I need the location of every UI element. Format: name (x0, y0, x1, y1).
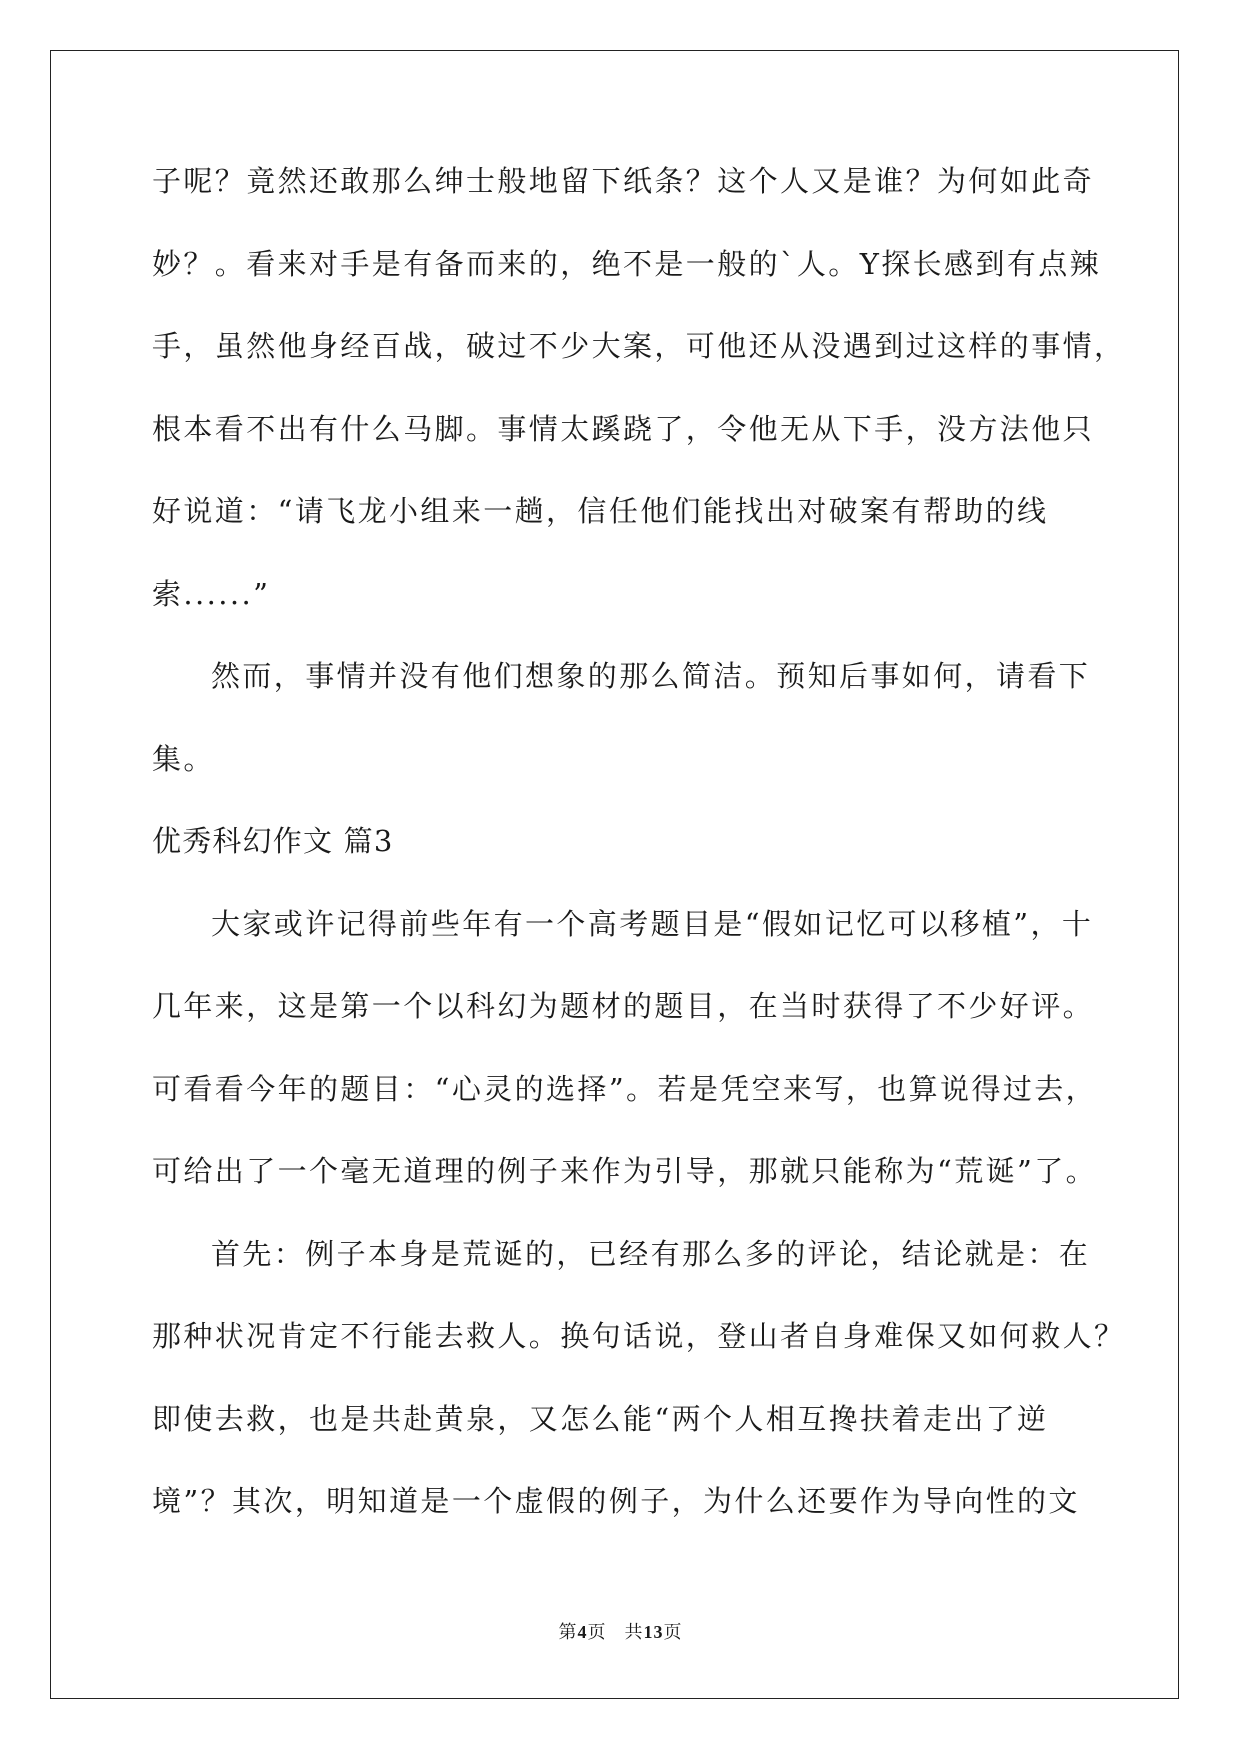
total-suffix: 页 (663, 1622, 683, 1643)
page-prefix: 第 (558, 1622, 578, 1643)
paragraph-line: 大家或许记得前些年有一个高考题目是“假如记忆可以移植”，十 (211, 906, 1094, 941)
page-number: 4 (577, 1622, 588, 1642)
total-prefix: 共 (624, 1622, 644, 1643)
page-suffix: 页 (587, 1622, 607, 1643)
paragraph-line: 子呢？竟然还敢那么绅士般地留下纸条？这个人又是谁？为何如此奇 (152, 164, 1095, 198)
paragraph-line: 即使去救，也是共赴黄泉，又怎么能“两个人相互搀扶着走出了逆 (152, 1401, 1049, 1436)
paragraph-line: 妙？。看来对手是有备而来的，绝不是一般的`人。Y探长感到有点辣 (152, 246, 1102, 281)
page-footer (0, 1618, 1241, 1644)
paragraph-line: 几年来，这是第一个以科幻为题材的题目，在当时获得了不少好评。 (152, 989, 1095, 1023)
paragraph-line: 手，虽然他身经百战，破过不少大案，可他还从没遇到过这样的事情， (152, 329, 1126, 363)
total-pages: 13 (643, 1622, 664, 1642)
paragraph-line: 那种状况肯定不行能去救人。换句话说，登山者自身难保又如何救人？ (152, 1319, 1126, 1353)
paragraph-line: 索......” (152, 576, 271, 611)
paragraph-line: 好说道：“请飞龙小组来一趟，信任他们能找出对破案有帮助的线 (152, 494, 1049, 528)
paragraph-line: 境”？其次，明知道是一个虚假的例子，为什么还要作为导向性的文 (152, 1484, 1080, 1518)
section-heading: 优秀科幻作文 篇3 (152, 824, 394, 858)
paragraph-line: 可看看今年的题目：“心灵的选择”。若是凭空来写，也算说得过去， (152, 1071, 1098, 1106)
document-body (152, 155, 1126, 1558)
paragraph-line: 根本看不出有什么马脚。事情太蹊跷了，令他无从下手，没方法他只 (152, 411, 1095, 446)
paragraph-line: 可给出了一个毫无道理的例子来作为引导，那就只能称为“荒诞”了。 (152, 1154, 1098, 1188)
paragraph-line: 集。 (152, 741, 215, 776)
paragraph-line: 然而，事情并没有他们想象的那么简洁。预知后事如何，请看下 (211, 659, 1091, 693)
paragraph-line: 首先：例子本身是荒诞的，已经有那么多的评论，结论就是：在 (211, 1236, 1091, 1271)
